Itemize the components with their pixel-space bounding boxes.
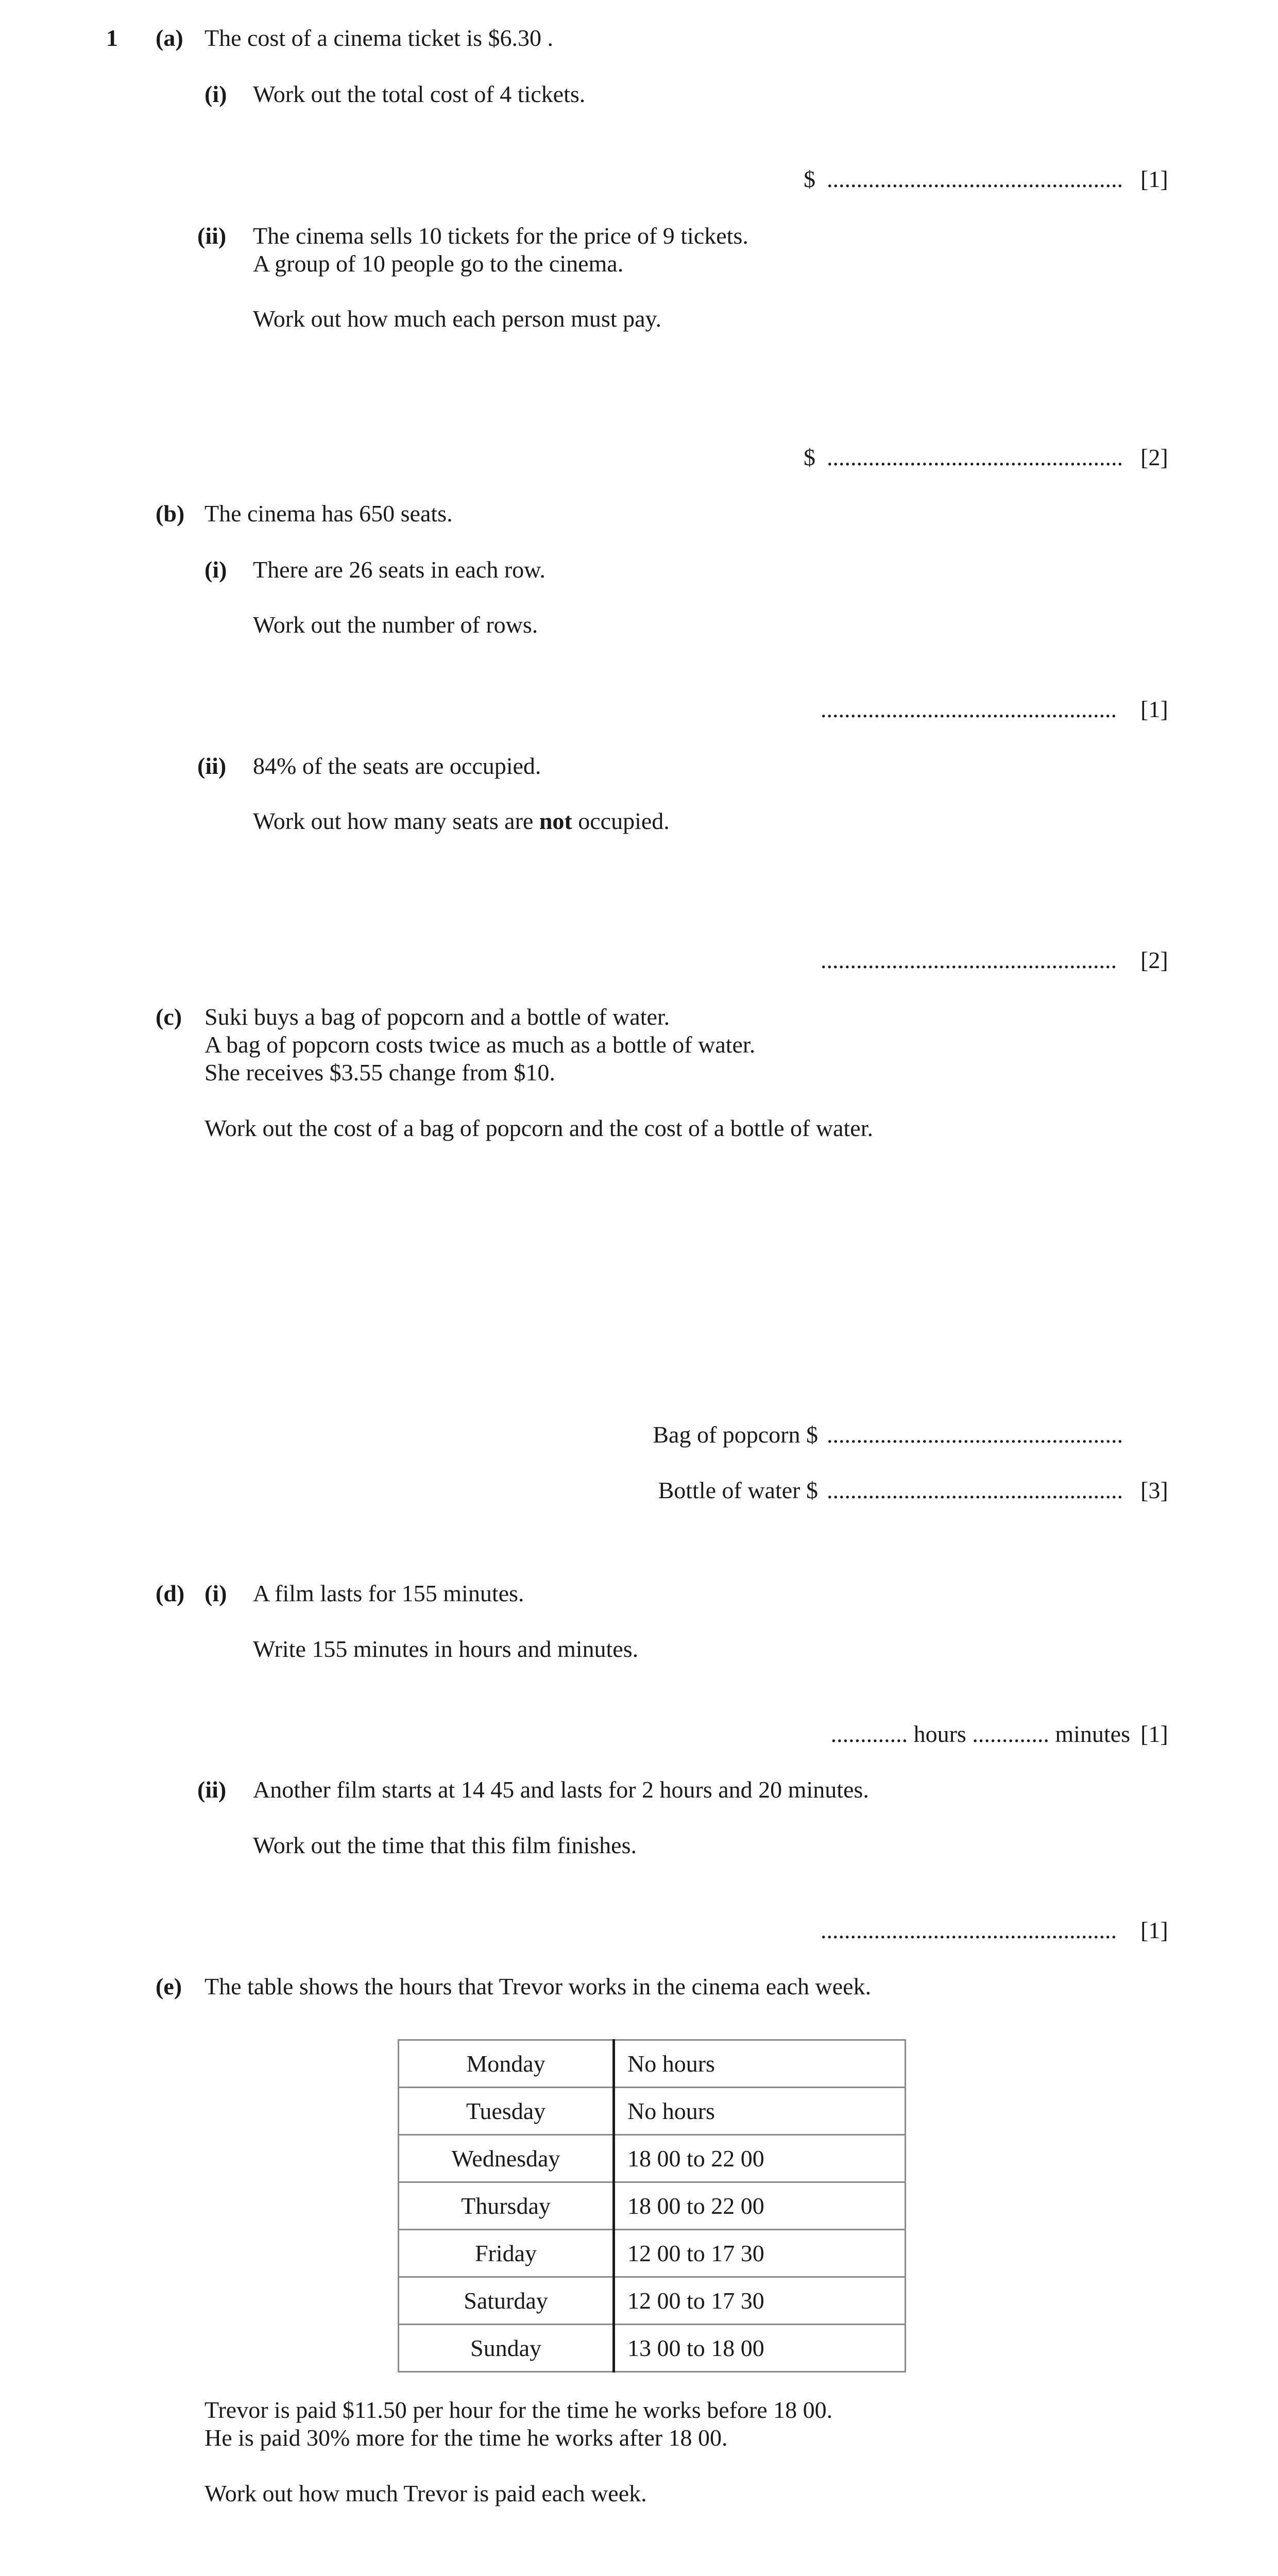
day-cell: Sunday	[399, 2325, 614, 2372]
part-c-label: (c)	[156, 1004, 182, 1030]
part-c-line1: Suki buys a bag of popcorn and a bottle of water.	[205, 1004, 670, 1030]
day-cell: Friday	[399, 2230, 614, 2277]
part-d-i-label: (i)	[205, 1580, 227, 1606]
part-a-label: (a)	[156, 25, 183, 51]
part-b-ii-line2-after: occupied.	[572, 808, 670, 834]
part-b-stem: The cinema has 650 seats.	[205, 500, 453, 527]
question-number: 1	[106, 25, 118, 51]
part-b-ii-line1: 84% of the seats are occupied.	[253, 753, 541, 779]
part-c-line3: She receives $3.55 change from $10.	[205, 1059, 555, 1086]
day-cell: Thursday	[399, 2182, 614, 2230]
mark-d-ii: [1]	[1140, 1917, 1168, 1943]
mark-a-ii: [2]	[1140, 444, 1168, 470]
answer-line-d-ii[interactable]: ..................................................	[821, 1917, 1117, 1943]
part-e-label: (e)	[156, 1973, 182, 1999]
table-row	[399, 2277, 906, 2325]
answer-line-b-i[interactable]: ..................................................	[821, 696, 1117, 722]
mark-d-i: [1]	[1140, 1721, 1168, 1747]
part-a-ii-line3: Work out how much each person must pay.	[253, 306, 662, 332]
day-cell: Tuesday	[399, 2088, 614, 2135]
time-cell: 18 00 to 22 00	[614, 2182, 906, 2230]
part-a-i-text: Work out the total cost of 4 tickets.	[253, 81, 586, 107]
part-a-ii-line1: The cinema sells 10 tickets for the price of 9 tickets.	[253, 223, 748, 249]
day-cell: Saturday	[399, 2277, 614, 2325]
part-a-stem: The cost of a cinema ticket is $6.30 .	[205, 25, 554, 51]
time-cell: 18 00 to 22 00	[614, 2135, 906, 2182]
part-d-i-line2: Write 155 minutes in hours and minutes.	[253, 1636, 639, 1662]
part-b-i-line2: Work out the number of rows.	[253, 612, 538, 638]
answer-line-b-ii[interactable]: ..................................................	[821, 947, 1117, 973]
part-e-line2: He is paid 30% more for the time he works after 18 00.	[205, 2425, 728, 2451]
answer-c-water-label: Bottle of water $	[658, 1477, 818, 1503]
table-row	[399, 2325, 906, 2372]
part-b-label: (b)	[156, 500, 185, 527]
part-c-line4: Work out the cost of a bag of popcorn and the cost of a bottle of water.	[205, 1115, 873, 1141]
time-cell: 12 00 to 17 30	[614, 2230, 906, 2277]
table-row	[399, 2230, 906, 2277]
part-e-stem: The table shows the hours that Trevor works in the cinema each week.	[205, 1973, 872, 1999]
part-a-i-label: (i)	[205, 81, 227, 107]
part-b-ii-line2-bold: not	[539, 808, 572, 834]
answer-a-i-prefix: $	[804, 166, 815, 192]
table-row	[399, 2135, 906, 2182]
part-d-ii-line1: Another film starts at 14 45 and lasts for 2 hours and 20 minutes.	[253, 1776, 869, 1803]
answer-line-a-i[interactable]: ..................................................	[827, 166, 1123, 192]
mark-c: [3]	[1140, 1477, 1168, 1503]
part-b-i-label: (i)	[205, 556, 227, 583]
part-b-ii-line2-before: Work out how many seats are	[253, 808, 539, 834]
time-cell: 13 00 to 18 00	[614, 2325, 906, 2372]
table-row	[399, 2040, 906, 2088]
time-cell: No hours	[614, 2040, 906, 2088]
part-d-i-line1: A film lasts for 155 minutes.	[253, 1580, 524, 1606]
mark-a-i: [1]	[1140, 166, 1168, 192]
time-cell: No hours	[614, 2088, 906, 2135]
mark-b-i: [1]	[1140, 696, 1168, 722]
part-b-ii-label: (ii)	[197, 753, 227, 779]
part-d-label: (d)	[156, 1580, 185, 1606]
answer-d-i[interactable]: ............. hours ............. minutes	[830, 1721, 1130, 1747]
part-b-ii-line2	[253, 807, 670, 835]
part-b-i-line1: There are 26 seats in each row.	[253, 556, 546, 583]
table-row	[399, 2088, 906, 2135]
hours-table	[398, 2039, 906, 2372]
answer-c-popcorn-label: Bag of popcorn $	[653, 1421, 818, 1448]
answer-a-ii-prefix: $	[804, 444, 815, 470]
answer-line-c-water[interactable]: ..................................................	[827, 1477, 1123, 1503]
time-cell: 12 00 to 17 30	[614, 2277, 906, 2325]
table-row	[399, 2182, 906, 2230]
part-a-ii-label: (ii)	[197, 223, 227, 249]
answer-line-c-popcorn[interactable]: ..................................................	[827, 1421, 1123, 1448]
part-d-ii-line2: Work out the time that this film finishes.	[253, 1832, 637, 1858]
day-cell: Monday	[399, 2040, 614, 2088]
part-e-line3: Work out how much Trevor is paid each week.	[205, 2480, 647, 2506]
mark-b-ii: [2]	[1140, 947, 1168, 973]
part-a-ii-line2: A group of 10 people go to the cinema.	[253, 250, 624, 277]
part-e-line1: Trevor is paid $11.50 per hour for the time he works before 18 00.	[205, 2397, 833, 2423]
answer-line-a-ii[interactable]: ..................................................	[827, 444, 1123, 470]
part-c-line2: A bag of popcorn costs twice as much as a bottle of water.	[205, 1031, 756, 1058]
day-cell: Wednesday	[399, 2135, 614, 2182]
part-d-ii-label: (ii)	[197, 1776, 227, 1803]
